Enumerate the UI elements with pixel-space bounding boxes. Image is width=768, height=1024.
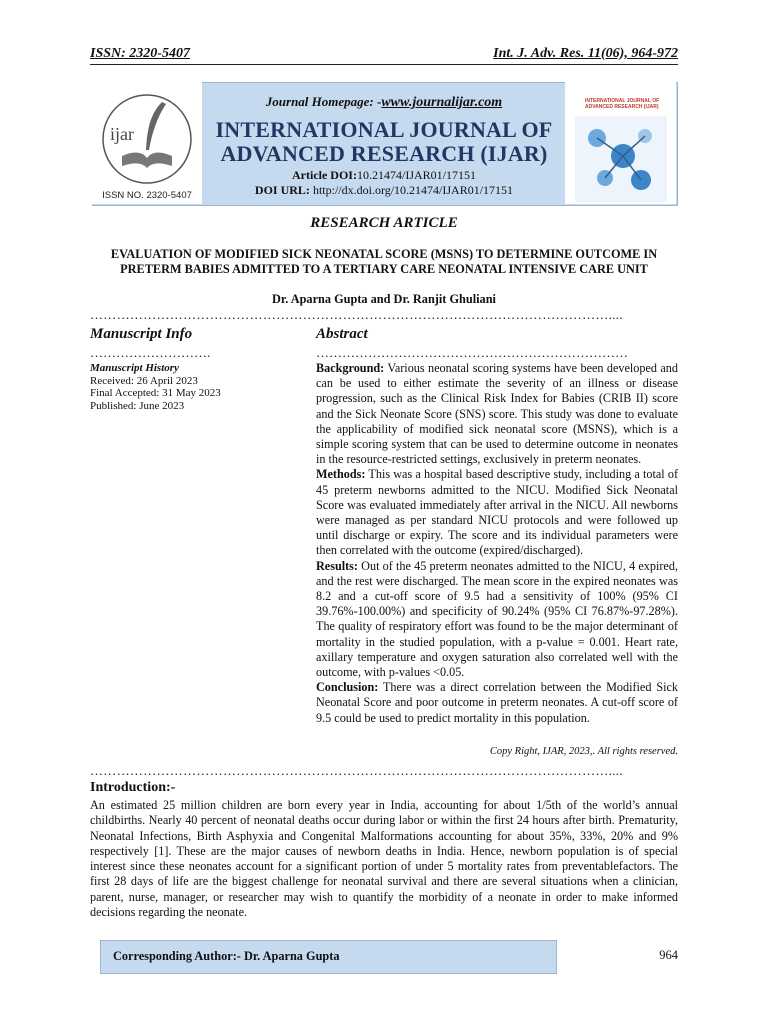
logo-text: ijar <box>110 124 134 144</box>
doi-value: 10.21474/IJAR01/17151 <box>356 168 476 182</box>
methods-label: Methods: <box>316 467 366 482</box>
separator-top: ……………………………………………………………………………………………………….... <box>90 307 623 322</box>
doi-block <box>204 168 564 198</box>
results-label: Results: <box>316 558 358 573</box>
journal-homepage <box>204 94 564 111</box>
homepage-link[interactable]: www.journalijar.com <box>381 95 503 110</box>
manuscript-history-label: Manuscript History <box>90 362 179 374</box>
abstract-background <box>316 361 678 467</box>
page-number: 964 <box>659 948 678 962</box>
molecule-image-icon <box>575 116 667 202</box>
article-doi <box>204 168 564 183</box>
doi-url-label: DOI URL: <box>254 183 310 197</box>
copyright: Copy Right, IJAR, 2023,. All rights reserved. <box>489 746 678 757</box>
methods-text: This was a hospital based descriptive study, including a total of 45 preterm newborns admitted to the NICU. Modified Sick Neonatal Score was evaluated immediately after arrival in the NICU. All newborns were managed as per standard NICU protocols and were followed up until discharge or expiry. The score and its individual parameters were then correlated with the outcome (expired/discharged). <box>316 467 678 558</box>
homepage-label: Journal Homepage: - <box>265 94 382 109</box>
published-date: Published: June 2023 <box>90 399 185 412</box>
corresponding-author-box <box>100 940 557 974</box>
journal-title-line1: INTERNATIONAL JOURNAL OF <box>215 117 553 142</box>
quill-book-icon <box>92 82 202 204</box>
article-type: RESEARCH ARTICLE <box>310 215 458 231</box>
conclusion-label: Conclusion: <box>316 680 379 695</box>
abstract-methods <box>316 467 678 558</box>
abstract-body <box>316 361 678 726</box>
journal-title-line2: ADVANCED RESEARCH (IJAR) <box>220 141 548 166</box>
manuscript-dots: ………………………. <box>90 345 211 360</box>
results-text: Out of the 45 preterm neonates admitted to the NICU, 4 expired, and the rest were discharged. The mean score in the expired neonates was 8.2 and a cut-off score of 9.5 had a sensitivity of 100% (95% CI 39.76%-100.00%) and specificity of 90.24% (95% CI 76.87%-97.28%). The quality of respiratory effort was found to be the major determinant of mortality in the studied population, with a p-value = 0.001. Heart rate, axillary temperature and oxygen saturation also correlated well with the outcome, with p-values <0.05. <box>316 558 678 680</box>
abstract-dots: ……………………………………………………………… <box>316 345 628 360</box>
doi-url <box>204 183 564 198</box>
logo-issn: ISSN NO. 2320-5407 <box>102 190 192 201</box>
manuscript-history <box>90 362 221 412</box>
article-title-line2: PRETERM BABIES ADMITTED TO A TERTIARY CARE NEONATAL INTENSIVE CARE UNIT <box>120 261 648 276</box>
journal-logo <box>92 82 202 204</box>
introduction-heading: Introduction:- <box>90 780 176 795</box>
article-title <box>90 247 678 276</box>
introduction-text: An estimated 25 million children are born every year in India, accounting for about 1/5th of the world’s annual childbirths. Nearly 40 percent of neonatal deaths occur during labor or within the first 24 hours after birth. Prematurity, Neonatal Infections, Birth Asphyxia and Congenital Malformations accounting for about 35%, 33%, 20% and 9% respectively [1]. These are the major causes of newborn deaths in India. Hence, newborn population is of special interest since these neonates account for a significant portion of under 5 mortality rates from preventablefactors. The first 28 days of life are the biggest challenge for neonatal survival and there are several situations when a clinician, parent, nurse, manager, or researcher may wish to quantify the morbidity of a neonate in order to make informed decisions regarding the neonate. <box>90 798 678 920</box>
article-authors: Dr. Aparna Gupta and Dr. Ranjit Ghuliani <box>272 292 496 306</box>
manuscript-info-heading: Manuscript Info <box>90 326 193 342</box>
corresponding-author: Corresponding Author:- Dr. Aparna Gupta <box>113 949 340 963</box>
citation-header: Int. J. Adv. Res. 11(06), 964-972 <box>493 46 678 61</box>
journal-title <box>204 118 564 166</box>
abstract-conclusion <box>316 680 678 726</box>
journal-cover <box>565 82 676 204</box>
doi-label: Article DOI: <box>292 168 357 182</box>
abstract-results <box>316 559 678 681</box>
doi-url-link[interactable]: http://dx.doi.org/10.21474/IJAR01/17151 <box>312 183 514 197</box>
background-text: Various neonatal scoring systems have been developed and can be used to either estimate the severity of an illness or disease progression, such as the Clinical Risk Index for Babies (CRIB II) score and the Sick Neonate Score (SNS) score. This study was done to evaluate the applicability of modified sick neonatal score (MSNS), which is a simple scoring system that can be used to determine outcome in neonates in the resource-restricted settings, exclusively in preterm neonates. <box>316 361 678 467</box>
received-date: Received: 26 April 2023 <box>90 374 198 387</box>
conclusion-text: There was a direct correlation between the Modified Sick Neonatal Score and poor outcome in preterm neonates. A cut-off score of 9.5 could be used to predict mortality in this population. <box>316 680 678 725</box>
background-label: Background: <box>316 361 385 375</box>
issn-header: ISSN: 2320-5407 <box>90 46 190 61</box>
accepted-date: Final Accepted: 31 May 2023 <box>90 387 221 399</box>
cover-title: INTERNATIONAL JOURNAL OF ADVANCED RESEARCH (IJAR) <box>585 98 660 110</box>
abstract-heading: Abstract <box>316 326 368 342</box>
separator-bottom: ……………………………………………………………………………………………………….... <box>90 763 623 778</box>
article-title-line1: EVALUATION OF MODIFIED SICK NEONATAL SCORE (MSNS) TO DETERMINE OUTCOME IN <box>110 247 658 261</box>
header-rule <box>90 64 678 65</box>
